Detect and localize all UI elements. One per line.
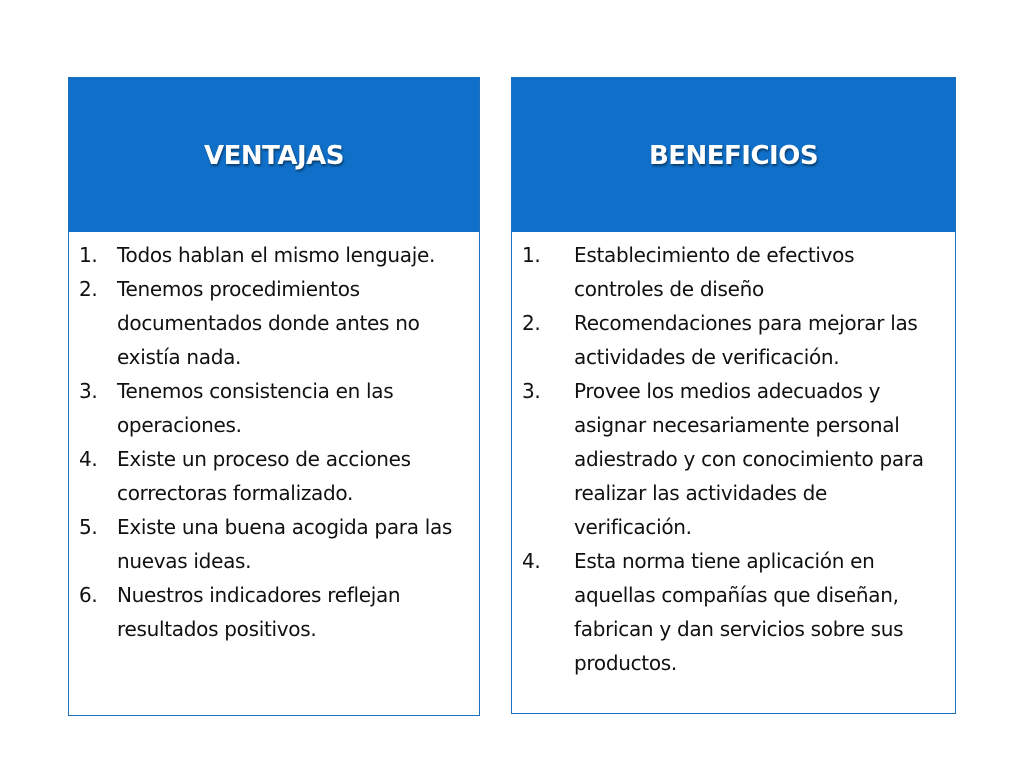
list-item (79, 272, 469, 374)
list-item (522, 374, 945, 544)
ventajas-title: VENTAJAS (203, 141, 344, 171)
beneficios-title: BENEFICIOS (648, 141, 819, 171)
list-item (79, 374, 469, 442)
list-item-text: Esta norma tiene aplicación en aquellas compañías que diseñan, fabrican y dan servicios sobre sus productos. (574, 549, 904, 675)
ventajas-list (79, 238, 469, 646)
list-item (79, 578, 469, 646)
list-item-number: 2. (79, 277, 98, 301)
list-item-text: Existe un proceso de acciones correctoras formalizado. (117, 447, 411, 505)
list-item-number: 4. (79, 447, 98, 471)
ventajas-header (69, 78, 479, 232)
list-item-number: 3. (522, 379, 541, 403)
list-item (522, 544, 945, 680)
list-item-number: 1. (522, 243, 541, 267)
list-item-text: Existe una buena acogida para las nuevas ideas. (117, 515, 453, 573)
list-item (522, 238, 945, 306)
list-item-number: 5. (79, 515, 98, 539)
ventajas-card (68, 77, 480, 716)
list-item-text: Todos hablan el mismo lenguaje. (117, 243, 436, 267)
list-item-text: Establecimiento de efectivos controles de diseño (574, 243, 855, 301)
list-item (522, 306, 945, 374)
beneficios-header (512, 78, 955, 232)
list-item-number: 3. (79, 379, 98, 403)
list-item (79, 442, 469, 510)
beneficios-list (522, 238, 945, 680)
list-item (79, 510, 469, 578)
list-item-number: 6. (79, 583, 98, 607)
list-item-number: 4. (522, 549, 541, 573)
ventajas-body (69, 232, 479, 646)
list-item (79, 238, 469, 272)
beneficios-card (511, 77, 956, 714)
beneficios-body (512, 232, 955, 680)
list-item-text: Tenemos procedimientos documentados donde antes no existía nada. (117, 277, 420, 369)
list-item-number: 2. (522, 311, 541, 335)
list-item-text: Nuestros indicadores reflejan resultados positivos. (117, 583, 401, 641)
list-item-text: Provee los medios adecuados y asignar necesariamente personal adiestrado y con conocimiento para realizar las actividades de verificación. (574, 379, 924, 539)
list-item-text: Recomendaciones para mejorar las actividades de verificación. (574, 311, 918, 369)
list-item-number: 1. (79, 243, 98, 267)
list-item-text: Tenemos consistencia en las operaciones. (117, 379, 394, 437)
